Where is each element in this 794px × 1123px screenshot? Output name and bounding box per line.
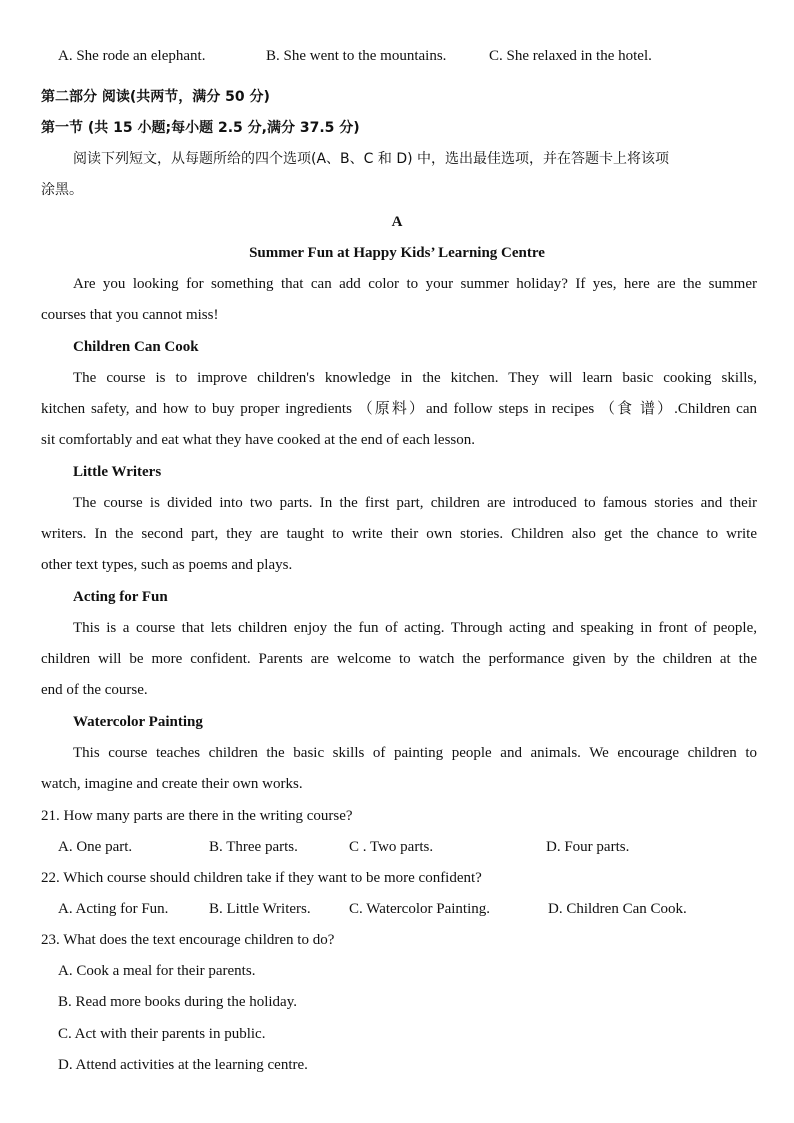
- passage-title: Summer Fun at Happy Kids’ Learning Centre: [249, 245, 545, 261]
- instructions-line-2: 涂黑。: [41, 182, 83, 198]
- intro-line-2: courses that you cannot miss!: [41, 307, 219, 323]
- question-21-option-d: D. Four parts.: [546, 839, 630, 855]
- prev-option-a: A. She rode an elephant.: [58, 48, 206, 64]
- question-21-stem: 21. How many parts are there in the writing course?: [41, 808, 353, 824]
- course-title-acting: Acting for Fun: [73, 589, 168, 605]
- course-cook-line-3: sit comfortably and eat what they have cooked at the end of each lesson.: [41, 432, 476, 448]
- question-21-option-c: C . Two parts.: [349, 839, 434, 855]
- course-acting-line-1: This is a course that lets children enjoy the fun of acting. Through acting and speaking in front of people,: [73, 620, 757, 636]
- question-23-option-b: B. Read more books during the holiday.: [58, 994, 297, 1010]
- question-23-stem: 23. What does the text encourage children to do?: [41, 932, 335, 948]
- question-21-option-a: A. One part.: [58, 839, 133, 855]
- instructions-line-1: 阅读下列短文，从每题所给的四个选项(A、B、C 和 D) 中，选出最佳选项，并在答题卡上将该项: [73, 151, 670, 167]
- course-acting-line-2: children will be more confident. Parents are welcome to watch the performance given by the children at the: [41, 651, 757, 667]
- course-title-writers: Little Writers: [73, 464, 162, 480]
- course-cook-line-1: The course is to improve children's knowledge in the kitchen. They will learn basic cooking skills,: [73, 370, 757, 386]
- section-heading: 第一节 (共 15 小题;每小题 2.5 分,满分 37.5 分): [41, 120, 360, 136]
- passage-letter: A: [391, 214, 403, 230]
- intro-line-1: Are you looking for something that can add color to your summer holiday? If yes, here are the summer: [73, 276, 757, 292]
- course-painting-line-1: This course teaches children the basic skills of painting people and animals. We encourage children to: [73, 745, 757, 761]
- course-writers-line-3: other text types, such as poems and plays.: [41, 557, 293, 573]
- question-23-option-d: D. Attend activities at the learning centre.: [58, 1057, 308, 1073]
- question-21-option-b: B. Three parts.: [209, 839, 298, 855]
- question-22-option-d: D. Children Can Cook.: [548, 901, 687, 917]
- course-title-cook: Children Can Cook: [73, 339, 199, 355]
- question-22-option-b: B. Little Writers.: [209, 901, 311, 917]
- course-title-painting: Watercolor Painting: [73, 714, 203, 730]
- prev-option-b: B. She went to the mountains.: [266, 48, 447, 64]
- course-painting-line-2: watch, imagine and create their own works.: [41, 776, 303, 792]
- course-writers-line-1: The course is divided into two parts. In the first part, children are introduced to famous stories and their: [73, 495, 757, 511]
- question-23-option-a: A. Cook a meal for their parents.: [58, 963, 256, 979]
- course-cook-line-2: kitchen safety, and how to buy proper ingredients （原料）and follow steps in recipes （食 谱）.Children can: [41, 401, 757, 417]
- question-22-option-c: C. Watercolor Painting.: [349, 901, 490, 917]
- course-acting-line-3: end of the course.: [41, 682, 148, 698]
- question-22-option-a: A. Acting for Fun.: [58, 901, 169, 917]
- question-23-option-c: C. Act with their parents in public.: [58, 1026, 266, 1042]
- question-22-stem: 22. Which course should children take if they want to be more confident?: [41, 870, 482, 886]
- part-heading: 第二部分 阅读(共两节，满分 50 分): [41, 89, 270, 105]
- course-writers-line-2: writers. In the second part, they are taught to write their own stories. Children also get the chance to write: [41, 526, 757, 542]
- prev-option-c: C. She relaxed in the hotel.: [489, 48, 652, 64]
